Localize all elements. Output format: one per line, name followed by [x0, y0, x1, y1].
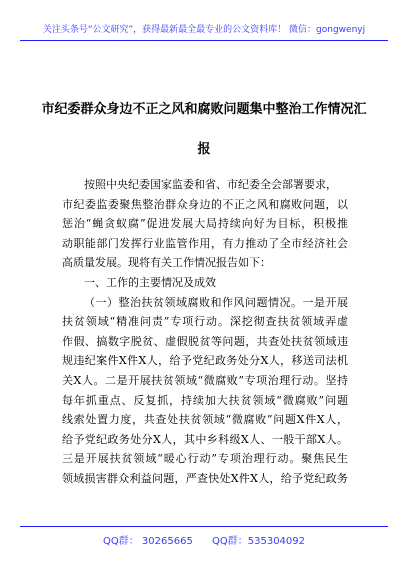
section-heading: 一、工作的主要情况及成效 — [84, 275, 216, 289]
paragraph-line: 动职能部门发挥行业监管作用，有力推动了全市经济社会 — [62, 236, 348, 250]
paragraph-line: 市纪委监委聚焦整治群众身边的不正之风和腐败问题，以 — [62, 197, 348, 211]
paragraph-line: 线索处置力度，共查处扶贫领域“微腐败”问题X件X人， — [62, 413, 348, 427]
paragraph-line: 关X人。二是开展扶贫领域“微腐败”专项治理行动。坚持 — [62, 373, 348, 387]
paragraph-line: 规违纪案件X件X人，给予党纪政务处分X人，移送司法机 — [62, 354, 348, 368]
paragraph-line: 给予党纪政务处分X人，其中乡科级X人、一般干部X人。 — [62, 432, 348, 446]
paragraph-line: （一）整治扶贫领域腐败和作风问题情况。一是开展 — [84, 295, 348, 309]
paragraph-line: 每年抓重点、反复抓，持续加大扶贫领域“微腐败”问题 — [62, 393, 348, 407]
paragraph-line: 作假、搞数字脱贫、虚假脱贫等问题，共查处扶贫领域违 — [62, 334, 348, 348]
footer — [20, 532, 388, 547]
paragraph-line: 高质量发展。现将有关工作情况报告如下： — [62, 256, 271, 270]
footer-qq-group-1: QQ群： 30265665 — [102, 536, 193, 547]
document-title-line-2: 报 — [197, 142, 211, 157]
document-body — [62, 175, 348, 489]
footer-divider — [20, 526, 388, 527]
paragraph-line: 惩治“蝇贪蚁腐”促进发展大局持续向好为目标，积极推 — [62, 217, 348, 231]
document-title-line-1: 市纪委群众身边不正之风和腐败问题集中整治工作情况汇 — [41, 102, 367, 117]
paragraph-line: 三是开展扶贫领域“暖心行动”专项治理行动。聚焦民生 — [62, 452, 348, 466]
paragraph-line: 扶贫领域“精准问责”专项行动。深挖彻查扶贫领域弄虚 — [62, 315, 348, 329]
footer-qq-group-2: QQ群：535304092 — [212, 536, 306, 547]
paragraph-line: 领域损害群众利益问题，严查快处X件X人，给予党纪政务 — [62, 471, 348, 485]
header-banner: 关注头条号“公文研究”，获得最新最全最专业的公文资料库！ 微信：gongwenyj — [42, 25, 366, 35]
header-divider — [20, 40, 388, 41]
paragraph-line: 按照中央纪委国家监委和省、市纪委全会部署要求， — [84, 178, 337, 191]
